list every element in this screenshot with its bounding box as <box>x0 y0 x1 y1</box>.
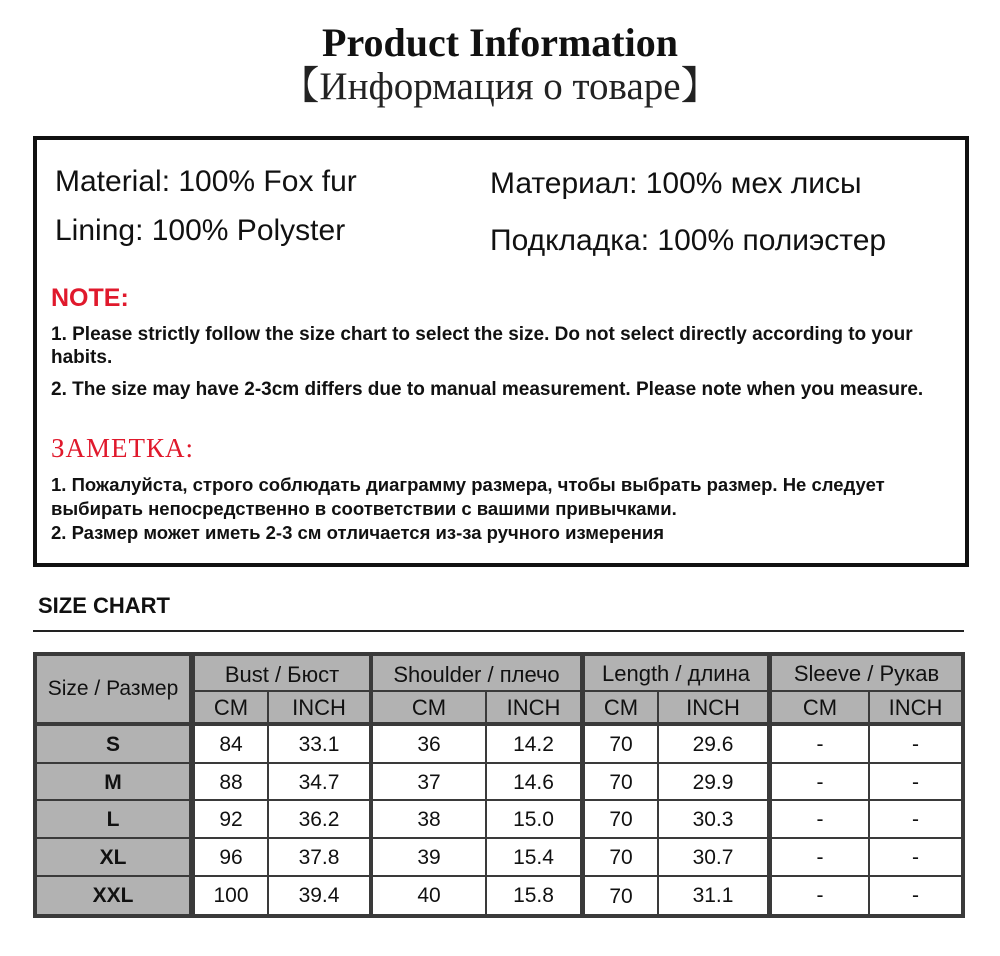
table-cell: 37.8 <box>269 839 369 875</box>
table-cell: 70 <box>585 801 657 837</box>
table-cell: - <box>870 764 961 799</box>
size-cell: XXL <box>37 877 189 914</box>
unit-header-sleeve-cm: CM <box>772 692 868 722</box>
lining-value: : 100% Polyster <box>135 214 346 247</box>
table-cell: 37 <box>373 764 485 799</box>
unit-header-length-inch: INCH <box>659 692 767 722</box>
table-cell: - <box>870 726 961 762</box>
table-cell: 39 <box>373 839 485 875</box>
table-cell: - <box>772 801 868 837</box>
unit-header-shoulder-cm: CM <box>373 692 485 722</box>
table-cell: 33.1 <box>269 726 369 762</box>
size-cell: S <box>37 726 189 762</box>
product-info-box <box>33 136 969 567</box>
unit-header-sleeve-inch: INCH <box>870 692 961 722</box>
size-column-header: Size / Размер <box>37 656 189 722</box>
table-cell: 31.1 <box>659 877 767 914</box>
size-table <box>33 652 965 918</box>
note-ru-item-1: 1. Пожалуйста, строго соблюдать диаграмму размера, чтобы выбрать размер. Не следует выбирать непосредственно в соответствии с вашими привычками. <box>51 474 885 519</box>
table-cell: - <box>870 877 961 914</box>
lining-ru-label: Подкладка <box>490 224 641 257</box>
lining-ru-line <box>490 223 886 259</box>
material-ru-value: : 100% мех лисы <box>629 167 862 200</box>
unit-header-shoulder-inch: INCH <box>487 692 580 722</box>
table-cell: - <box>870 839 961 875</box>
table-cell: 30.3 <box>659 801 767 837</box>
table-cell: 96 <box>195 839 267 875</box>
size-chart-title: SIZE CHART <box>38 593 170 618</box>
group-header-sleeve: Sleeve / Рукав <box>772 656 961 690</box>
table-cell: 29.6 <box>659 726 767 762</box>
material-label: Material <box>55 165 162 198</box>
table-cell: 70 <box>585 764 657 799</box>
page-subtitle: 【Информация о товаре】 <box>280 65 720 108</box>
table-cell: 70 <box>585 726 657 762</box>
table-cell: 34.7 <box>269 764 369 799</box>
table-cell: 40 <box>373 877 485 914</box>
material-ru-label: Материал <box>490 167 630 200</box>
table-cell: 36.2 <box>269 801 369 837</box>
table-cell: - <box>772 764 868 799</box>
page-title: Product Information <box>322 20 678 65</box>
lining-line <box>55 213 345 249</box>
material-value: : 100% Fox fur <box>161 165 357 198</box>
table-cell: 88 <box>195 764 267 799</box>
table-cell: 30.7 <box>659 839 767 875</box>
table-cell: - <box>772 726 868 762</box>
unit-header-bust-cm: CM <box>195 692 267 722</box>
table-cell: 14.6 <box>487 764 580 799</box>
table-cell: 29.9 <box>659 764 767 799</box>
table-cell: 92 <box>195 801 267 837</box>
size-cell: M <box>37 764 189 799</box>
table-cell: 39.4 <box>269 877 369 914</box>
material-ru-line <box>490 166 862 202</box>
note-ru-heading: ЗАМЕТКА: <box>51 433 195 463</box>
table-cell: 84 <box>195 726 267 762</box>
note-heading: NOTE: <box>51 284 129 312</box>
table-cell: - <box>870 801 961 837</box>
table-cell: 100 <box>195 877 267 914</box>
size-cell: L <box>37 801 189 837</box>
note-item-1: 1. Please strictly follow the size chart to select the size. Do not select directly according to your habits. <box>51 324 913 368</box>
size-cell: XL <box>37 839 189 875</box>
table-cell: 38 <box>373 801 485 837</box>
group-header-bust: Bust / Бюст <box>195 656 369 690</box>
group-header-shoulder: Shoulder / плечо <box>373 656 580 690</box>
table-cell: 14.2 <box>487 726 580 762</box>
group-header-length: Length / длина <box>585 656 767 690</box>
material-line <box>55 164 357 200</box>
table-cell: 36 <box>373 726 485 762</box>
note-item-2: 2. The size may have 2-3cm differs due to manual measurement. Please note when you measure. <box>51 379 924 400</box>
unit-header-bust-inch: INCH <box>269 692 369 722</box>
table-cell: - <box>772 877 868 914</box>
table-cell: 70 <box>585 877 657 914</box>
unit-header-length-cm: CM <box>585 692 657 722</box>
table-cell: 70 <box>585 839 657 875</box>
table-cell: 15.8 <box>487 877 580 914</box>
table-cell: 15.0 <box>487 801 580 837</box>
lining-label: Lining <box>55 214 136 247</box>
lining-ru-value: : 100% полиэстер <box>640 224 887 257</box>
note-ru-item-2: 2. Размер может иметь 2-3 см отличается из-за ручного измерения <box>51 522 665 543</box>
table-cell: 15.4 <box>487 839 580 875</box>
size-chart-divider <box>33 630 964 632</box>
table-cell: - <box>772 839 868 875</box>
